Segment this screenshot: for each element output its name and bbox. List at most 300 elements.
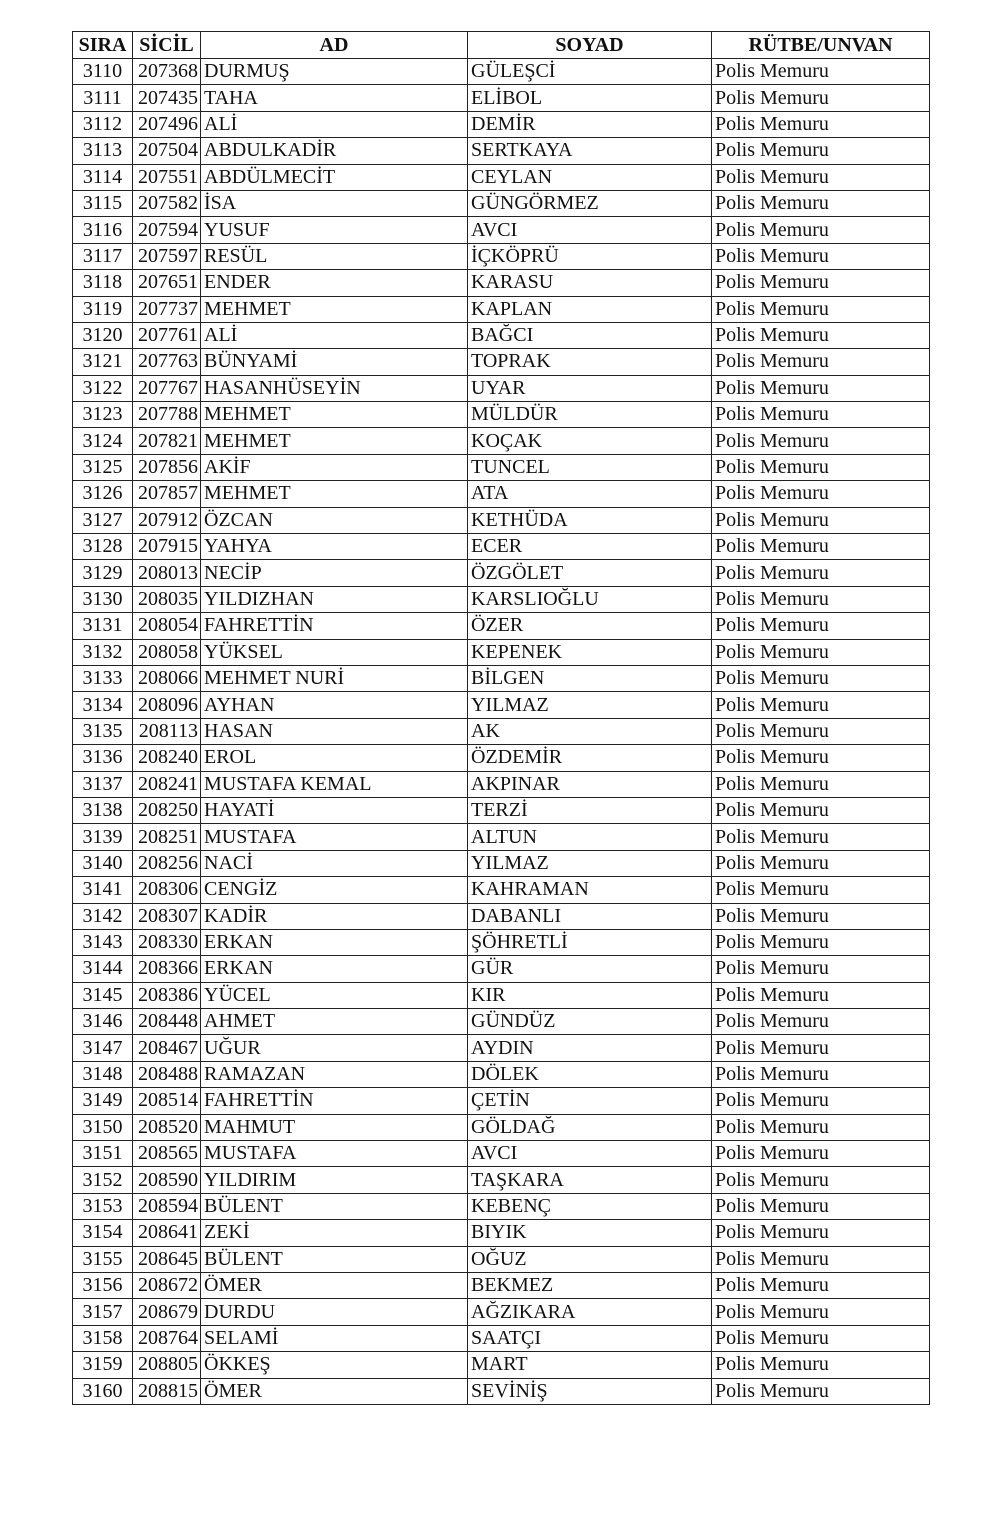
cell-sicil: 208815 — [133, 1378, 201, 1404]
cell-rutbe: Polis Memuru — [712, 349, 930, 375]
cell-sira: 3153 — [73, 1193, 133, 1219]
cell-sicil: 208514 — [133, 1088, 201, 1114]
cell-ad: AYHAN — [201, 692, 468, 718]
cell-rutbe: Polis Memuru — [712, 665, 930, 691]
cell-rutbe: Polis Memuru — [712, 824, 930, 850]
cell-sicil: 207788 — [133, 402, 201, 428]
cell-rutbe: Polis Memuru — [712, 639, 930, 665]
table-row — [73, 1061, 930, 1087]
cell-ad: HASAN — [201, 718, 468, 744]
cell-sicil: 208565 — [133, 1141, 201, 1167]
cell-soyad: DEMİR — [468, 111, 712, 137]
table-row — [73, 745, 930, 771]
cell-sira: 3127 — [73, 507, 133, 533]
cell-rutbe: Polis Memuru — [712, 586, 930, 612]
cell-rutbe: Polis Memuru — [712, 243, 930, 269]
table-row — [73, 190, 930, 216]
cell-rutbe: Polis Memuru — [712, 138, 930, 164]
cell-sira: 3136 — [73, 745, 133, 771]
cell-ad: YILDIRIM — [201, 1167, 468, 1193]
cell-sira: 3113 — [73, 138, 133, 164]
table-row — [73, 534, 930, 560]
cell-ad: MAHMUT — [201, 1114, 468, 1140]
cell-ad: AKİF — [201, 454, 468, 480]
cell-sicil: 208307 — [133, 903, 201, 929]
table-row — [73, 402, 930, 428]
table-row — [73, 877, 930, 903]
cell-sicil: 207767 — [133, 375, 201, 401]
cell-sicil: 208679 — [133, 1299, 201, 1325]
cell-sira: 3156 — [73, 1272, 133, 1298]
cell-ad: MEHMET — [201, 402, 468, 428]
cell-soyad: ELİBOL — [468, 85, 712, 111]
cell-sira: 3128 — [73, 534, 133, 560]
table-row — [73, 296, 930, 322]
cell-soyad: ALTUN — [468, 824, 712, 850]
cell-soyad: ÖZER — [468, 613, 712, 639]
table-row — [73, 1325, 930, 1351]
cell-ad: BÜLENT — [201, 1193, 468, 1219]
cell-soyad: GÜNDÜZ — [468, 1009, 712, 1035]
table-row — [73, 797, 930, 823]
cell-rutbe: Polis Memuru — [712, 507, 930, 533]
cell-soyad: TOPRAK — [468, 349, 712, 375]
table-row — [73, 1141, 930, 1167]
cell-rutbe: Polis Memuru — [712, 85, 930, 111]
cell-sicil: 208330 — [133, 929, 201, 955]
table-row — [73, 1246, 930, 1272]
cell-rutbe: Polis Memuru — [712, 481, 930, 507]
cell-sira: 3144 — [73, 956, 133, 982]
cell-sicil: 208054 — [133, 613, 201, 639]
table-row — [73, 1114, 930, 1140]
cell-sira: 3123 — [73, 402, 133, 428]
cell-ad: DURMUŞ — [201, 59, 468, 85]
cell-soyad: SEVİNİŞ — [468, 1378, 712, 1404]
table-row — [73, 665, 930, 691]
cell-rutbe: Polis Memuru — [712, 1035, 930, 1061]
header-rutbe: RÜTBE/UNVAN — [712, 32, 930, 59]
cell-soyad: KEBENÇ — [468, 1193, 712, 1219]
cell-rutbe: Polis Memuru — [712, 270, 930, 296]
cell-sicil: 208520 — [133, 1114, 201, 1140]
cell-sicil: 208448 — [133, 1009, 201, 1035]
cell-soyad: TERZİ — [468, 797, 712, 823]
cell-ad: TAHA — [201, 85, 468, 111]
cell-ad: ABDULKADİR — [201, 138, 468, 164]
cell-ad: FAHRETTİN — [201, 613, 468, 639]
cell-soyad: SERTKAYA — [468, 138, 712, 164]
table-row — [73, 586, 930, 612]
cell-sira: 3160 — [73, 1378, 133, 1404]
cell-ad: ALİ — [201, 322, 468, 348]
cell-soyad: SAATÇI — [468, 1325, 712, 1351]
cell-soyad: GÜNGÖRMEZ — [468, 190, 712, 216]
cell-soyad: TAŞKARA — [468, 1167, 712, 1193]
table-row — [73, 138, 930, 164]
cell-ad: SELAMİ — [201, 1325, 468, 1351]
cell-ad: İSA — [201, 190, 468, 216]
cell-rutbe: Polis Memuru — [712, 1061, 930, 1087]
cell-sira: 3145 — [73, 982, 133, 1008]
cell-sira: 3149 — [73, 1088, 133, 1114]
cell-soyad: YILMAZ — [468, 850, 712, 876]
table-row — [73, 850, 930, 876]
table-row — [73, 824, 930, 850]
cell-rutbe: Polis Memuru — [712, 1193, 930, 1219]
cell-sira: 3119 — [73, 296, 133, 322]
cell-sicil: 208066 — [133, 665, 201, 691]
table-body — [73, 59, 930, 1405]
cell-soyad: KOÇAK — [468, 428, 712, 454]
cell-sira: 3121 — [73, 349, 133, 375]
table-row — [73, 1272, 930, 1298]
cell-rutbe: Polis Memuru — [712, 454, 930, 480]
table-row — [73, 1220, 930, 1246]
cell-ad: ÖMER — [201, 1378, 468, 1404]
cell-rutbe: Polis Memuru — [712, 692, 930, 718]
cell-rutbe: Polis Memuru — [712, 296, 930, 322]
table-row — [73, 1035, 930, 1061]
cell-sira: 3151 — [73, 1141, 133, 1167]
cell-soyad: UYAR — [468, 375, 712, 401]
cell-sira: 3147 — [73, 1035, 133, 1061]
cell-soyad: BAĞCI — [468, 322, 712, 348]
cell-sira: 3159 — [73, 1352, 133, 1378]
cell-sicil: 207915 — [133, 534, 201, 560]
cell-sicil: 207597 — [133, 243, 201, 269]
table-row — [73, 771, 930, 797]
cell-ad: YUSUF — [201, 217, 468, 243]
table-row — [73, 692, 930, 718]
table-row — [73, 59, 930, 85]
table-row — [73, 613, 930, 639]
cell-sira: 3158 — [73, 1325, 133, 1351]
table-row — [73, 639, 930, 665]
cell-ad: BÜLENT — [201, 1246, 468, 1272]
cell-soyad: OĞUZ — [468, 1246, 712, 1272]
cell-sicil: 208250 — [133, 797, 201, 823]
cell-sicil: 208240 — [133, 745, 201, 771]
cell-sicil: 207594 — [133, 217, 201, 243]
table-row — [73, 454, 930, 480]
cell-ad: MEHMET — [201, 428, 468, 454]
cell-ad: YÜCEL — [201, 982, 468, 1008]
cell-ad: ERKAN — [201, 956, 468, 982]
cell-sicil: 207551 — [133, 164, 201, 190]
cell-sira: 3157 — [73, 1299, 133, 1325]
table-row — [73, 1299, 930, 1325]
cell-sira: 3143 — [73, 929, 133, 955]
table-row — [73, 718, 930, 744]
cell-rutbe: Polis Memuru — [712, 1246, 930, 1272]
cell-sicil: 208672 — [133, 1272, 201, 1298]
cell-rutbe: Polis Memuru — [712, 956, 930, 982]
table-row — [73, 1352, 930, 1378]
table-row — [73, 929, 930, 955]
cell-rutbe: Polis Memuru — [712, 771, 930, 797]
cell-sira: 3122 — [73, 375, 133, 401]
cell-sira: 3155 — [73, 1246, 133, 1272]
cell-soyad: KEPENEK — [468, 639, 712, 665]
cell-soyad: ÖZDEMİR — [468, 745, 712, 771]
table-row — [73, 85, 930, 111]
cell-ad: MEHMET — [201, 296, 468, 322]
cell-sicil: 207763 — [133, 349, 201, 375]
cell-sira: 3120 — [73, 322, 133, 348]
cell-soyad: ÖZGÖLET — [468, 560, 712, 586]
cell-sira: 3114 — [73, 164, 133, 190]
cell-rutbe: Polis Memuru — [712, 797, 930, 823]
cell-rutbe: Polis Memuru — [712, 1325, 930, 1351]
cell-ad: YÜKSEL — [201, 639, 468, 665]
cell-sicil: 207821 — [133, 428, 201, 454]
cell-sira: 3112 — [73, 111, 133, 137]
cell-sira: 3134 — [73, 692, 133, 718]
cell-soyad: KARSLIOĞLU — [468, 586, 712, 612]
cell-rutbe: Polis Memuru — [712, 534, 930, 560]
table-row — [73, 1088, 930, 1114]
cell-sicil: 207496 — [133, 111, 201, 137]
cell-sira: 3135 — [73, 718, 133, 744]
cell-sira: 3154 — [73, 1220, 133, 1246]
cell-sira: 3138 — [73, 797, 133, 823]
table-row — [73, 956, 930, 982]
table-row — [73, 322, 930, 348]
personnel-table — [72, 31, 930, 1405]
cell-ad: ÖMER — [201, 1272, 468, 1298]
header-ad: AD — [201, 32, 468, 59]
cell-sira: 3115 — [73, 190, 133, 216]
cell-sicil: 207435 — [133, 85, 201, 111]
cell-soyad: MART — [468, 1352, 712, 1378]
cell-sicil: 207761 — [133, 322, 201, 348]
cell-rutbe: Polis Memuru — [712, 428, 930, 454]
cell-ad: ÖKKEŞ — [201, 1352, 468, 1378]
cell-sicil: 207857 — [133, 481, 201, 507]
cell-ad: HASANHÜSEYİN — [201, 375, 468, 401]
cell-ad: ERKAN — [201, 929, 468, 955]
cell-soyad: YILMAZ — [468, 692, 712, 718]
cell-soyad: GÖLDAĞ — [468, 1114, 712, 1140]
cell-sicil: 208035 — [133, 586, 201, 612]
cell-rutbe: Polis Memuru — [712, 1220, 930, 1246]
cell-ad: NECİP — [201, 560, 468, 586]
cell-ad: MEHMET NURİ — [201, 665, 468, 691]
table-row — [73, 164, 930, 190]
cell-soyad: KAPLAN — [468, 296, 712, 322]
cell-sicil: 208306 — [133, 877, 201, 903]
cell-soyad: KAHRAMAN — [468, 877, 712, 903]
cell-rutbe: Polis Memuru — [712, 929, 930, 955]
cell-rutbe: Polis Memuru — [712, 1272, 930, 1298]
table-row — [73, 243, 930, 269]
cell-rutbe: Polis Memuru — [712, 903, 930, 929]
cell-soyad: GÜLEŞCİ — [468, 59, 712, 85]
cell-ad: CENGİZ — [201, 877, 468, 903]
cell-sicil: 208590 — [133, 1167, 201, 1193]
cell-rutbe: Polis Memuru — [712, 560, 930, 586]
cell-sicil: 207912 — [133, 507, 201, 533]
cell-ad: HAYATİ — [201, 797, 468, 823]
table-row — [73, 560, 930, 586]
cell-ad: ALİ — [201, 111, 468, 137]
cell-sira: 3124 — [73, 428, 133, 454]
cell-sicil: 208805 — [133, 1352, 201, 1378]
cell-soyad: AYDIN — [468, 1035, 712, 1061]
table-row — [73, 375, 930, 401]
cell-sicil: 208241 — [133, 771, 201, 797]
cell-sicil: 208645 — [133, 1246, 201, 1272]
cell-rutbe: Polis Memuru — [712, 982, 930, 1008]
cell-sira: 3133 — [73, 665, 133, 691]
table-header-row — [73, 32, 930, 59]
cell-sira: 3150 — [73, 1114, 133, 1140]
cell-soyad: AKPINAR — [468, 771, 712, 797]
cell-rutbe: Polis Memuru — [712, 322, 930, 348]
cell-sicil: 208594 — [133, 1193, 201, 1219]
cell-sira: 3131 — [73, 613, 133, 639]
cell-ad: NACİ — [201, 850, 468, 876]
cell-sira: 3130 — [73, 586, 133, 612]
cell-sicil: 208764 — [133, 1325, 201, 1351]
table-row — [73, 903, 930, 929]
cell-sicil: 208366 — [133, 956, 201, 982]
table-row — [73, 217, 930, 243]
cell-ad: UĞUR — [201, 1035, 468, 1061]
cell-ad: BÜNYAMİ — [201, 349, 468, 375]
cell-sicil: 207856 — [133, 454, 201, 480]
table-row — [73, 349, 930, 375]
cell-sicil: 208467 — [133, 1035, 201, 1061]
cell-sicil: 208386 — [133, 982, 201, 1008]
cell-soyad: AVCI — [468, 1141, 712, 1167]
cell-sicil: 208641 — [133, 1220, 201, 1246]
table-row — [73, 1378, 930, 1404]
cell-ad: KADİR — [201, 903, 468, 929]
cell-ad: YILDIZHAN — [201, 586, 468, 612]
cell-sira: 3111 — [73, 85, 133, 111]
cell-rutbe: Polis Memuru — [712, 1378, 930, 1404]
cell-ad: EROL — [201, 745, 468, 771]
header-soyad: SOYAD — [468, 32, 712, 59]
cell-sira: 3148 — [73, 1061, 133, 1087]
cell-rutbe: Polis Memuru — [712, 1352, 930, 1378]
cell-soyad: KARASU — [468, 270, 712, 296]
cell-rutbe: Polis Memuru — [712, 877, 930, 903]
cell-rutbe: Polis Memuru — [712, 1114, 930, 1140]
cell-soyad: İÇKÖPRÜ — [468, 243, 712, 269]
cell-sira: 3139 — [73, 824, 133, 850]
cell-sira: 3132 — [73, 639, 133, 665]
cell-soyad: GÜR — [468, 956, 712, 982]
cell-sira: 3116 — [73, 217, 133, 243]
cell-soyad: BEKMEZ — [468, 1272, 712, 1298]
cell-sicil: 207651 — [133, 270, 201, 296]
cell-sicil: 207737 — [133, 296, 201, 322]
cell-ad: ÖZCAN — [201, 507, 468, 533]
cell-ad: ABDÜLMECİT — [201, 164, 468, 190]
cell-soyad: DÖLEK — [468, 1061, 712, 1087]
cell-rutbe: Polis Memuru — [712, 164, 930, 190]
cell-soyad: BİLGEN — [468, 665, 712, 691]
cell-rutbe: Polis Memuru — [712, 718, 930, 744]
cell-soyad: KIR — [468, 982, 712, 1008]
table-row — [73, 428, 930, 454]
table-row — [73, 1193, 930, 1219]
cell-sira: 3146 — [73, 1009, 133, 1035]
cell-rutbe: Polis Memuru — [712, 850, 930, 876]
cell-sira: 3142 — [73, 903, 133, 929]
table-row — [73, 982, 930, 1008]
cell-soyad: MÜLDÜR — [468, 402, 712, 428]
cell-rutbe: Polis Memuru — [712, 190, 930, 216]
cell-soyad: BIYIK — [468, 1220, 712, 1246]
cell-rutbe: Polis Memuru — [712, 613, 930, 639]
cell-soyad: TUNCEL — [468, 454, 712, 480]
cell-rutbe: Polis Memuru — [712, 1009, 930, 1035]
cell-sicil: 208113 — [133, 718, 201, 744]
cell-soyad: DABANLI — [468, 903, 712, 929]
cell-ad: MUSTAFA — [201, 824, 468, 850]
cell-soyad: AVCI — [468, 217, 712, 243]
cell-sira: 3141 — [73, 877, 133, 903]
cell-soyad: AĞZIKARA — [468, 1299, 712, 1325]
cell-rutbe: Polis Memuru — [712, 1141, 930, 1167]
cell-sicil: 208013 — [133, 560, 201, 586]
header-sira: SIRA — [73, 32, 133, 59]
cell-soyad: ŞÖHRETLİ — [468, 929, 712, 955]
cell-ad: MUSTAFA KEMAL — [201, 771, 468, 797]
cell-ad: RESÜL — [201, 243, 468, 269]
cell-ad: FAHRETTİN — [201, 1088, 468, 1114]
table-row — [73, 1009, 930, 1035]
cell-sicil: 208096 — [133, 692, 201, 718]
cell-ad: MUSTAFA — [201, 1141, 468, 1167]
cell-rutbe: Polis Memuru — [712, 375, 930, 401]
cell-soyad: ECER — [468, 534, 712, 560]
cell-soyad: ATA — [468, 481, 712, 507]
cell-rutbe: Polis Memuru — [712, 402, 930, 428]
cell-sira: 3117 — [73, 243, 133, 269]
cell-rutbe: Polis Memuru — [712, 1088, 930, 1114]
table-row — [73, 481, 930, 507]
cell-sicil: 208058 — [133, 639, 201, 665]
cell-rutbe: Polis Memuru — [712, 59, 930, 85]
cell-sicil: 208251 — [133, 824, 201, 850]
cell-rutbe: Polis Memuru — [712, 1167, 930, 1193]
cell-soyad: CEYLAN — [468, 164, 712, 190]
cell-rutbe: Polis Memuru — [712, 217, 930, 243]
cell-ad: AHMET — [201, 1009, 468, 1035]
cell-ad: RAMAZAN — [201, 1061, 468, 1087]
cell-sira: 3137 — [73, 771, 133, 797]
table-row — [73, 270, 930, 296]
cell-sicil: 207368 — [133, 59, 201, 85]
table-row — [73, 1167, 930, 1193]
cell-sira: 3129 — [73, 560, 133, 586]
cell-ad: MEHMET — [201, 481, 468, 507]
cell-sicil: 207504 — [133, 138, 201, 164]
cell-ad: ENDER — [201, 270, 468, 296]
cell-soyad: KETHÜDA — [468, 507, 712, 533]
cell-sicil: 207582 — [133, 190, 201, 216]
cell-soyad: ÇETİN — [468, 1088, 712, 1114]
cell-sira: 3110 — [73, 59, 133, 85]
cell-soyad: AK — [468, 718, 712, 744]
cell-rutbe: Polis Memuru — [712, 1299, 930, 1325]
cell-rutbe: Polis Memuru — [712, 745, 930, 771]
